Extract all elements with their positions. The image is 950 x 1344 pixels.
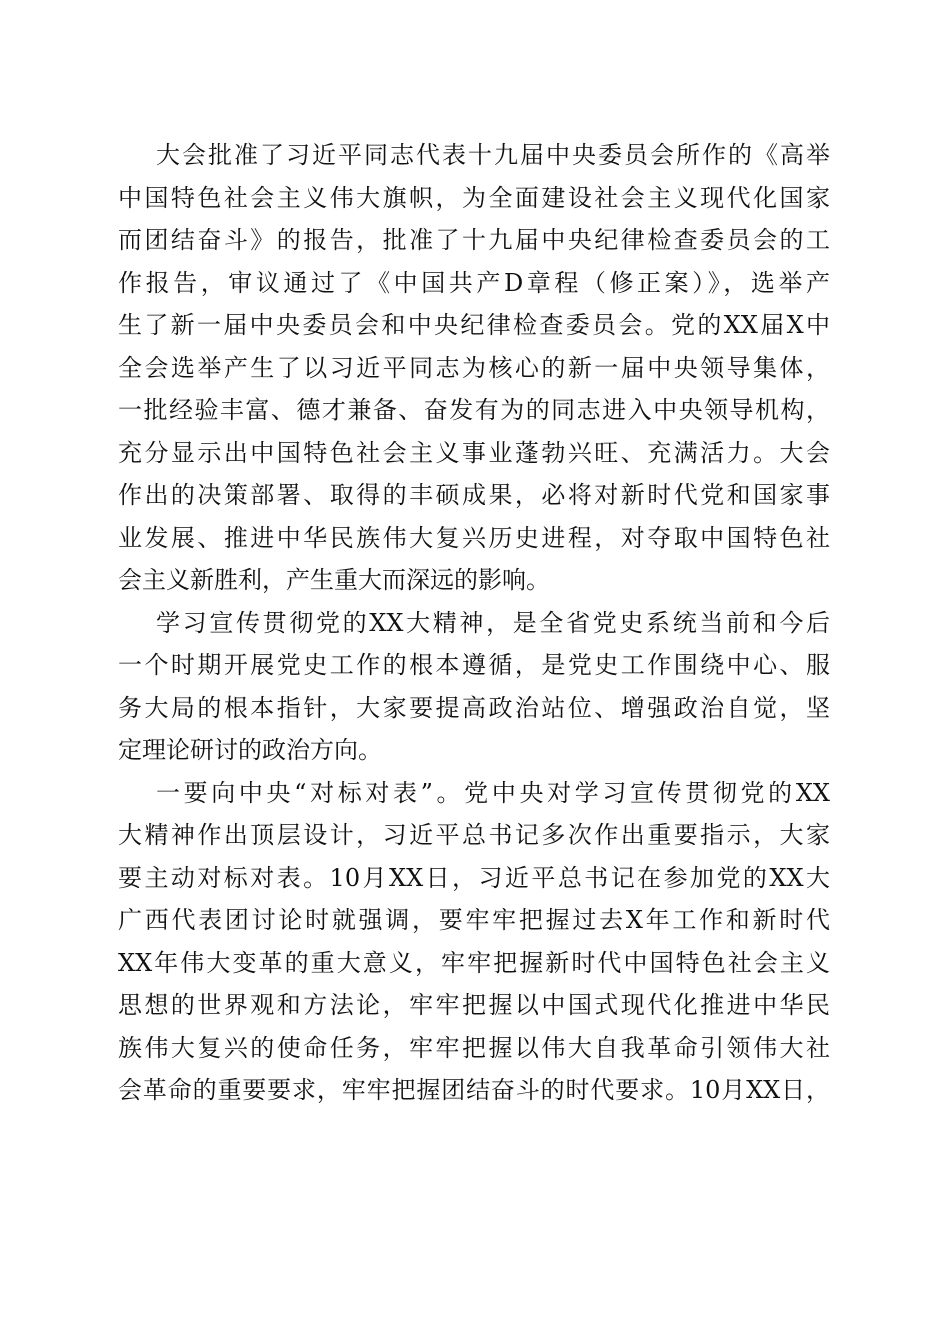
paragraph-1-line-2: 中国特色社会主义伟大旗帜，为全面建设社会主义现代化国家 <box>118 183 830 212</box>
paragraph-3-line-5: XX年伟大变革的重大意义，牢牢把握新时代中国特色社会主义 <box>118 948 830 977</box>
paragraph-2-line-2: 一个时期开展党史工作的根本遵循，是党史工作围绕中心、服 <box>118 651 830 679</box>
paragraph-3-line-2: 大精神作出顶层设计，习近平总书记多次作出重要指示，大家 <box>118 821 830 849</box>
paragraph-3-line-8: 会革命的重要要求，牢牢把握团结奋斗的时代要求。10月XX日， <box>118 1076 830 1104</box>
paragraph-1-line-11: 会主义新胜利，产生重大而深远的影响。 <box>118 566 550 594</box>
paragraph-3-line-4: 广西代表团讨论时就强调，要牢牢把握过去X年工作和新时代 <box>118 906 830 934</box>
paragraph-1-line-9: 作出的决策部署、取得的丰硕成果，必将对新时代党和国家事 <box>118 481 830 509</box>
body-text <box>118 134 830 1112</box>
paragraph-1-line-1: 大会批准了习近平同志代表十九届中央委员会所作的《高举 <box>156 141 830 169</box>
paragraph-1-line-8: 充分显示出中国特色社会主义事业蓬勃兴旺、充满活力。大会 <box>118 438 830 467</box>
paragraph-1-line-5: 生了新一届中央委员会和中央纪律检查委员会。党的XX届X中 <box>118 311 830 339</box>
paragraph-2-line-3: 务大局的根本指针，大家要提高政治站位、增强政治自觉，坚 <box>118 693 830 722</box>
paragraph-3-line-1: 一要向中央“对标对表”。党中央对学习宣传贯彻党的XX <box>156 778 830 807</box>
paragraph-2-line-4: 定理论研讨的政治方向。 <box>118 736 382 764</box>
paragraph-1-line-10: 业发展、推进中华民族伟大复兴历史进程，对夺取中国特色社 <box>118 523 830 552</box>
paragraph-1-line-7: 一批经验丰富、德才兼备、奋发有为的同志进入中央领导机构， <box>118 396 830 424</box>
paragraph-1-line-6: 全会选举产生了以习近平同志为核心的新一届中央领导集体， <box>118 353 830 382</box>
paragraph-1-line-4: 作报告，审议通过了《中国共产D章程（修正案）》，选举产 <box>118 268 830 297</box>
paragraph-3-line-7: 族伟大复兴的使命任务，牢牢把握以伟大自我革命引领伟大社 <box>118 1033 830 1062</box>
paragraph-2-line-1: 学习宣传贯彻党的XX大精神，是全省党史系统当前和今后 <box>156 608 830 637</box>
paragraph-1-line-3: 而团结奋斗》的报告，批准了十九届中央纪律检查委员会的工 <box>118 226 830 254</box>
paragraph-3-line-3: 要主动对标对表。10月XX日，习近平总书记在参加党的XX大 <box>118 863 830 892</box>
paragraph-3-line-6: 思想的世界观和方法论，牢牢把握以中国式现代化推进中华民 <box>118 991 830 1019</box>
